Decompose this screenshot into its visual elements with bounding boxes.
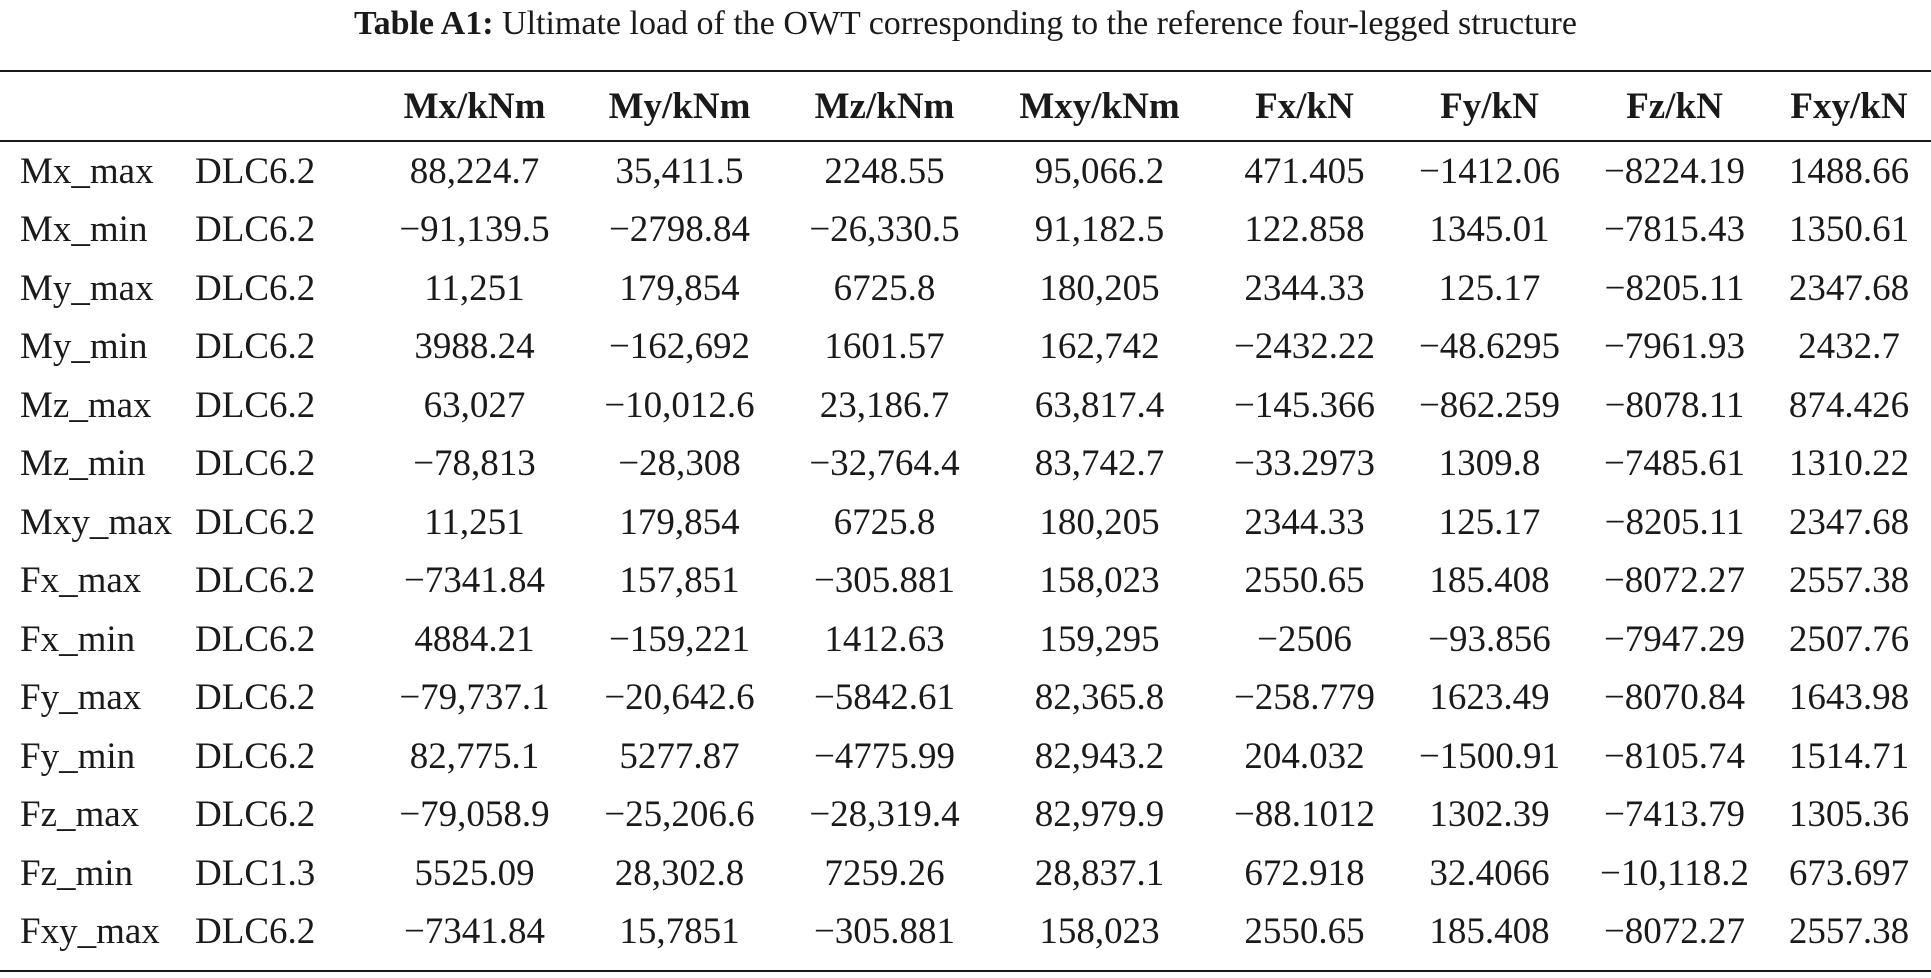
value-cell: −1412.06	[1418, 150, 1561, 192]
value-cell: 1309.8	[1438, 443, 1541, 485]
value-cell: −93.856	[1428, 618, 1551, 660]
value-cell: 28,302.8	[614, 852, 745, 894]
value-cell: −8205.11	[1604, 267, 1745, 309]
value-cell: −305.881	[813, 911, 956, 953]
value-cell: 1310.22	[1788, 443, 1910, 485]
value-cell: −4775.99	[813, 735, 956, 777]
value-cell: 874.426	[1788, 384, 1910, 426]
row-label: Fy_max	[20, 677, 142, 719]
value-cell: 2550.65	[1244, 560, 1365, 602]
value-cell: −7815.43	[1603, 209, 1746, 251]
value-cell: −305.881	[813, 560, 956, 602]
column-header: Fx/kN	[1255, 85, 1354, 127]
value-cell: 1345.01	[1429, 209, 1550, 251]
row-label: Fx_max	[20, 560, 142, 602]
value-cell: 91,182.5	[1034, 209, 1165, 251]
value-cell: 158,023	[1039, 560, 1160, 602]
table-row	[0, 318, 1931, 377]
value-cell: −78,813	[413, 443, 536, 485]
value-cell: 6725.8	[833, 267, 936, 309]
value-cell: −7341.84	[403, 911, 546, 953]
table-row	[0, 376, 1931, 435]
table-row	[0, 610, 1931, 669]
load-case-cell: DLC6.2	[195, 443, 316, 485]
value-cell: −1500.91	[1418, 735, 1561, 777]
load-case-cell: DLC6.2	[195, 150, 316, 192]
value-cell: −162,692	[608, 326, 751, 368]
column-header: Fy/kN	[1440, 85, 1539, 127]
value-cell: −862.259	[1418, 384, 1561, 426]
value-cell: 2344.33	[1244, 501, 1365, 543]
row-label: Fy_min	[20, 735, 136, 777]
value-cell: 185.408	[1429, 911, 1550, 953]
value-cell: 1488.66	[1788, 150, 1910, 192]
value-cell: 2557.38	[1788, 911, 1910, 953]
value-cell: 159,295	[1039, 618, 1160, 660]
value-cell: 2550.65	[1244, 911, 1365, 953]
value-cell: −8078.11	[1604, 384, 1745, 426]
value-cell: −26,330.5	[809, 209, 960, 251]
value-cell: −7413.79	[1603, 794, 1746, 836]
row-label: Mz_min	[20, 443, 146, 485]
value-cell: −28,308	[618, 443, 741, 485]
row-label: Fz_min	[20, 852, 134, 894]
value-cell: 471.405	[1244, 150, 1365, 192]
value-cell: −88.1012	[1233, 794, 1376, 836]
load-case-cell: DLC6.2	[195, 326, 316, 368]
value-cell: 2347.68	[1788, 501, 1910, 543]
value-cell: −10,118.2	[1600, 852, 1749, 894]
load-case-cell: DLC6.2	[195, 501, 316, 543]
load-case-cell: DLC6.2	[195, 911, 316, 953]
value-cell: 673.697	[1788, 852, 1910, 894]
value-cell: 179,854	[619, 501, 740, 543]
load-case-cell: DLC6.2	[195, 677, 316, 719]
header-cell-empty	[195, 72, 372, 140]
value-cell: 63,817.4	[1034, 384, 1165, 426]
value-cell: −2506	[1257, 618, 1352, 660]
value-cell: 672.918	[1244, 852, 1365, 894]
header-cell-empty	[0, 72, 195, 140]
row-label: My_max	[20, 267, 154, 309]
value-cell: −145.366	[1233, 384, 1376, 426]
value-cell: 2432.7	[1798, 326, 1900, 368]
table-row	[0, 786, 1931, 845]
value-cell: 122.858	[1244, 209, 1365, 251]
value-cell: 1412.63	[824, 618, 945, 660]
row-label: Mz_max	[20, 384, 152, 426]
value-cell: 23,186.7	[819, 384, 950, 426]
value-cell: −8072.27	[1603, 911, 1746, 953]
value-cell: −7485.61	[1603, 443, 1746, 485]
value-cell: −10,012.6	[604, 384, 755, 426]
table-row	[0, 201, 1931, 260]
value-cell: −2432.22	[1233, 326, 1376, 368]
value-cell: 1601.57	[824, 326, 945, 368]
value-cell: 15,7851	[619, 911, 740, 953]
load-case-cell: DLC6.2	[195, 618, 316, 660]
row-label: Mx_min	[20, 209, 148, 251]
value-cell: 7259.26	[824, 852, 945, 894]
value-cell: 3988.24	[414, 326, 535, 368]
value-cell: 11,251	[424, 501, 525, 543]
value-cell: 180,205	[1039, 501, 1160, 543]
column-header: Mxy/kNm	[1019, 85, 1180, 127]
table-caption-label: Table A1:	[354, 5, 494, 42]
value-cell: −5842.61	[813, 677, 956, 719]
value-cell: 204.032	[1244, 735, 1365, 777]
value-cell: 162,742	[1039, 326, 1160, 368]
value-cell: 1350.61	[1788, 209, 1910, 251]
value-cell: 82,365.8	[1034, 677, 1165, 719]
value-cell: 6725.8	[833, 501, 936, 543]
value-cell: 88,224.7	[409, 150, 540, 192]
value-cell: 35,411.5	[615, 150, 744, 192]
row-label: Fx_min	[20, 618, 136, 660]
value-cell: −2798.84	[608, 209, 751, 251]
value-cell: 157,851	[619, 560, 740, 602]
value-cell: 2557.38	[1788, 560, 1910, 602]
value-cell: 2344.33	[1244, 267, 1365, 309]
value-cell: 82,943.2	[1034, 735, 1165, 777]
value-cell: 158,023	[1039, 911, 1160, 953]
value-cell: 63,027	[423, 384, 526, 426]
value-cell: 1302.39	[1429, 794, 1550, 836]
table-body	[0, 140, 1931, 961]
row-label: Mxy_max	[20, 501, 173, 543]
value-cell: 83,742.7	[1034, 443, 1165, 485]
value-cell: 5525.09	[414, 852, 535, 894]
value-cell: −8072.27	[1603, 560, 1746, 602]
value-cell: 1305.36	[1788, 794, 1910, 836]
value-cell: −33.2973	[1233, 443, 1376, 485]
value-cell: −7341.84	[403, 560, 546, 602]
load-case-cell: DLC6.2	[195, 209, 316, 251]
header-row	[0, 72, 1931, 140]
table-bottom-rule	[0, 970, 1931, 972]
table-row	[0, 140, 1931, 201]
value-cell: 185.408	[1429, 560, 1550, 602]
value-cell: 82,979.9	[1034, 794, 1165, 836]
value-cell: 2347.68	[1788, 267, 1910, 309]
value-cell: 4884.21	[414, 618, 535, 660]
value-cell: 180,205	[1039, 267, 1160, 309]
value-cell: 2507.76	[1788, 618, 1910, 660]
value-cell: −7947.29	[1603, 618, 1746, 660]
table-row	[0, 552, 1931, 611]
value-cell: −7961.93	[1603, 326, 1746, 368]
table-row	[0, 435, 1931, 494]
value-cell: −20,642.6	[604, 677, 755, 719]
table-caption	[0, 4, 1931, 44]
column-header: Mz/kNm	[814, 85, 955, 127]
column-header: Fxy/kN	[1790, 85, 1908, 127]
table-row	[0, 844, 1931, 903]
value-cell: −258.779	[1233, 677, 1376, 719]
column-header: Mx/kNm	[403, 85, 546, 127]
value-cell: −25,206.6	[604, 794, 755, 836]
row-label: Fz_max	[20, 794, 140, 836]
row-label: My_min	[20, 326, 148, 368]
value-cell: 1623.49	[1429, 677, 1550, 719]
row-label: Fxy_max	[20, 911, 160, 953]
load-case-cell: DLC6.2	[195, 735, 316, 777]
value-cell: −91,139.5	[399, 209, 550, 251]
load-case-cell: DLC6.2	[195, 794, 316, 836]
table-row	[0, 669, 1931, 728]
table-row	[0, 493, 1931, 552]
value-cell: 2248.55	[824, 150, 945, 192]
value-cell: −48.6295	[1418, 326, 1561, 368]
load-case-cell: DLC6.2	[195, 267, 316, 309]
value-cell: 11,251	[424, 267, 525, 309]
column-header: Fz/kN	[1626, 85, 1723, 127]
table-row	[0, 727, 1931, 786]
load-case-cell: DLC6.2	[195, 560, 316, 602]
value-cell: 125.17	[1438, 267, 1541, 309]
value-cell: −8070.84	[1603, 677, 1746, 719]
value-cell: 125.17	[1438, 501, 1541, 543]
column-header: My/kNm	[608, 85, 751, 127]
value-cell: −8105.74	[1603, 735, 1746, 777]
value-cell: −8224.19	[1603, 150, 1746, 192]
value-cell: 179,854	[619, 267, 740, 309]
value-cell: 82,775.1	[409, 735, 540, 777]
table-caption-text: Ultimate load of the OWT corresponding to the reference four-legged structure	[502, 5, 1577, 42]
table-row	[0, 259, 1931, 318]
value-cell: −28,319.4	[809, 794, 960, 836]
value-cell: 32.4066	[1429, 852, 1550, 894]
load-case-cell: DLC6.2	[195, 384, 316, 426]
value-cell: 28,837.1	[1034, 852, 1165, 894]
value-cell: −159,221	[608, 618, 751, 660]
load-case-cell: DLC1.3	[195, 852, 316, 894]
value-cell: 1514.71	[1788, 735, 1910, 777]
value-cell: 1643.98	[1788, 677, 1910, 719]
value-cell: 95,066.2	[1034, 150, 1165, 192]
value-cell: −79,058.9	[399, 794, 550, 836]
value-cell: 5277.87	[619, 735, 740, 777]
table-row	[0, 903, 1931, 962]
value-cell: −8205.11	[1604, 501, 1745, 543]
row-label: Mx_max	[20, 150, 154, 192]
value-cell: −32,764.4	[809, 443, 960, 485]
value-cell: −79,737.1	[399, 677, 550, 719]
ultimate-load-table	[0, 72, 1931, 961]
